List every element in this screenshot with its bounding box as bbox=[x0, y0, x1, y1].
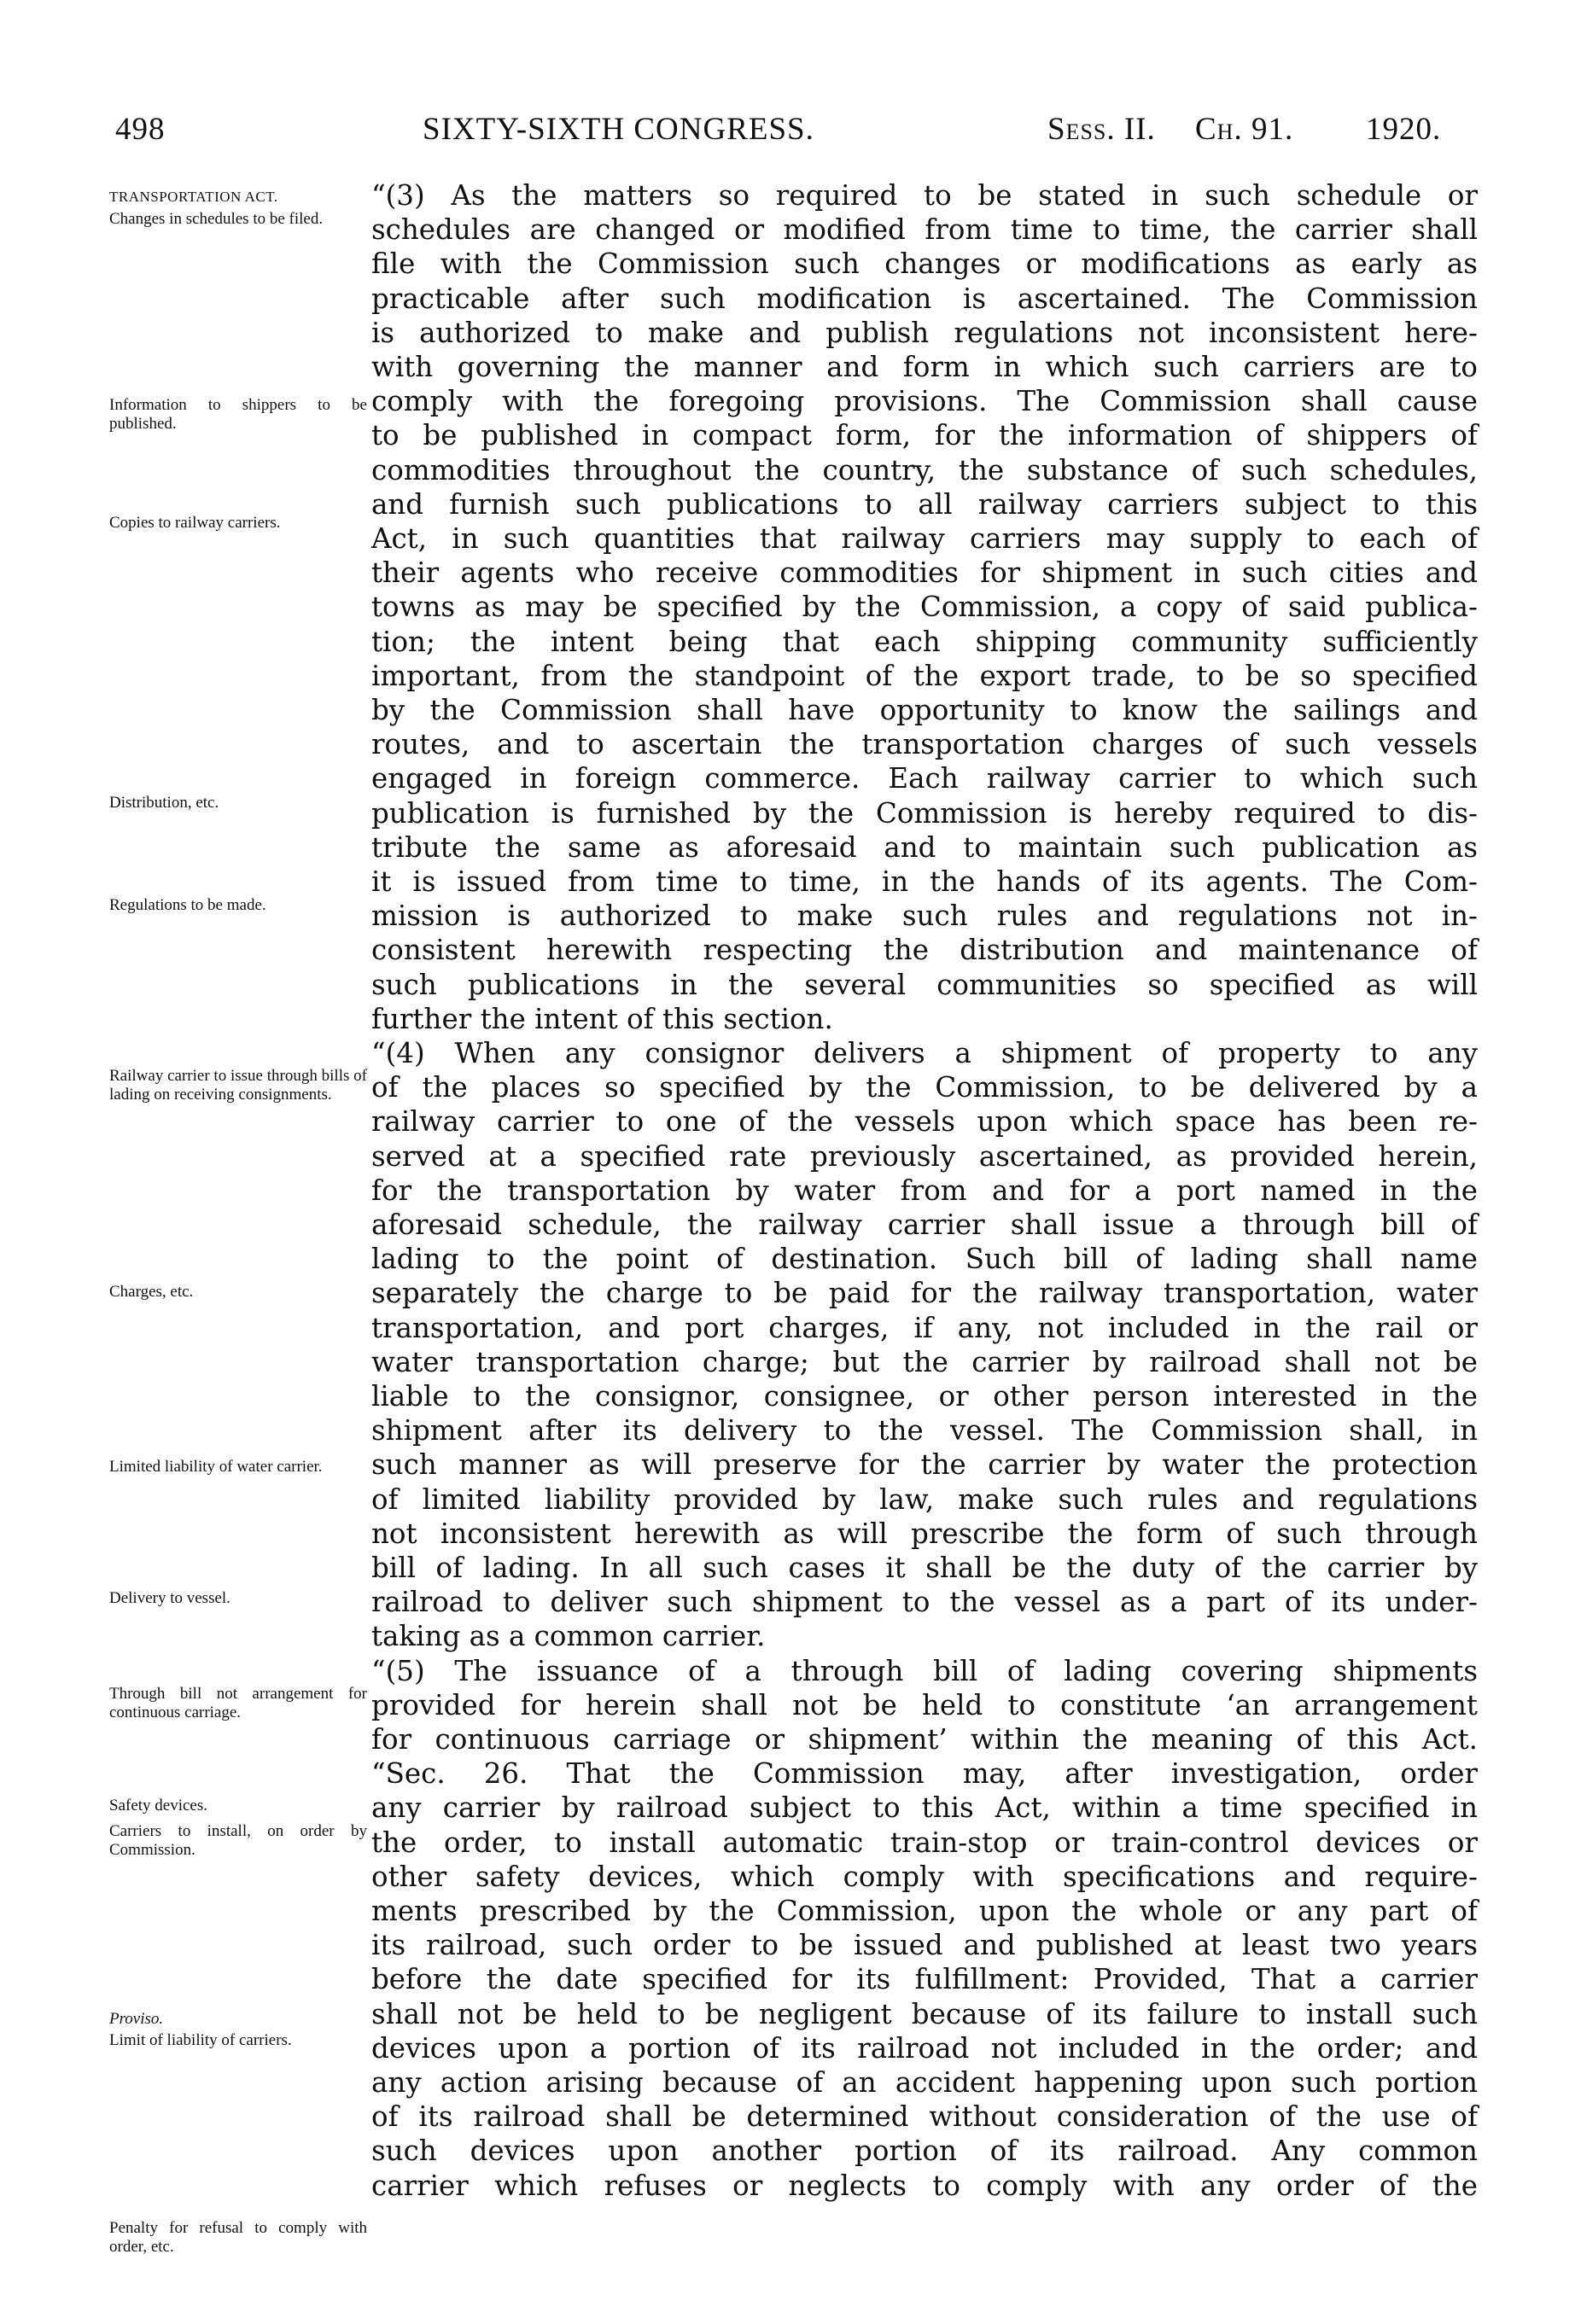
running-title: SIXTY-SIXTH CONGRESS. bbox=[423, 112, 814, 147]
text-line: separately the charge to be paid for the railway transportation, water bbox=[371, 1277, 1478, 1310]
text-line: practicable after such modification is ascertained. The Commission bbox=[371, 282, 1478, 315]
text-line: the order, to install automatic train-stop or train-control devices or bbox=[371, 1826, 1478, 1859]
margin-note: Penalty for refusal to comply with order, etc. bbox=[109, 2219, 367, 2256]
text-line: its railroad, such order to be issued and published at least two years bbox=[371, 1929, 1478, 1962]
text-line: taking as a common carrier. bbox=[371, 1620, 766, 1653]
text-line: is authorized to make and publish regulations not inconsistent here- bbox=[371, 316, 1478, 349]
text-line: aforesaid schedule, the railway carrier shall issue a through bill of bbox=[371, 1209, 1478, 1241]
text-line: further the intent of this section. bbox=[371, 1002, 833, 1035]
text-line: for the transportation by water from and for a port named in the bbox=[371, 1174, 1478, 1207]
text-line: “(5) The issuance of a through bill of lading covering shipments bbox=[371, 1654, 1478, 1687]
text-line: towns as may be specified by the Commission, a copy of said publica- bbox=[371, 591, 1478, 624]
page-header bbox=[115, 111, 1485, 162]
text-line: liable to the consignor, consignee, or other person interested in the bbox=[371, 1380, 1478, 1412]
text-line: railroad to deliver such shipment to the vessel as a part of its under- bbox=[371, 1586, 1478, 1619]
margin-note-proviso: Proviso. bbox=[109, 2010, 164, 2028]
text-line: tion; the intent being that each shipping community sufficiently bbox=[371, 625, 1478, 658]
margin-note-running-head: TRANSPORTATION ACT. bbox=[109, 189, 278, 205]
text-line: commodities throughout the country, the substance of such schedules, bbox=[371, 453, 1478, 486]
text-line: consistent herewith respecting the distribution and maintenance of bbox=[371, 934, 1478, 967]
margin-note: Copies to railway carriers. bbox=[109, 514, 281, 532]
text-line: such publications in the several communities so specified as will bbox=[371, 968, 1478, 1001]
text-line: it is issued from time to time, in the hands of its agents. The Com- bbox=[371, 865, 1478, 898]
text-line: with governing the manner and form in which such carriers are to bbox=[371, 351, 1478, 383]
text-line: for continuous carriage or shipment’ within the meaning of this Act. bbox=[371, 1723, 1478, 1756]
page-number: 498 bbox=[115, 112, 166, 147]
text-line: before the date specified for its fulfillment: Provided, That a carrier bbox=[371, 1963, 1478, 1996]
text-line: shall not be held to be negligent because of its failure to install such bbox=[371, 1997, 1478, 2030]
text-line: provided for herein shall not be held to constitute ‘an arrangement bbox=[371, 1688, 1478, 1721]
session-label: Sess. II. bbox=[1047, 112, 1156, 147]
text-line: schedules are changed or modified from time to time, the carrier shall bbox=[371, 213, 1478, 247]
text-line: not inconsistent herewith as will prescribe the form of such through bbox=[371, 1517, 1478, 1550]
text-line: routes, and to ascertain the transportation charges of such vessels bbox=[371, 728, 1478, 761]
year-label: 1920. bbox=[1366, 112, 1442, 147]
text-line: “(3) As the matters so required to be stated in such schedule or bbox=[371, 179, 1478, 212]
text-line: of limited liability provided by law, make such rules and regulations bbox=[371, 1482, 1478, 1516]
margin-note: Distribution, etc. bbox=[109, 794, 219, 812]
margin-note: Delivery to vessel. bbox=[109, 1589, 230, 1607]
text-line: mission is authorized to make such rules and regulations not in- bbox=[371, 900, 1478, 933]
text-line: and furnish such publications to all railway carriers subject to this bbox=[371, 487, 1478, 521]
text-line: of its railroad shall be determined without consideration of the use of bbox=[371, 2100, 1478, 2134]
text-line: water transportation charge; but the carrier by railroad shall not be bbox=[371, 1345, 1478, 1378]
text-line: engaged in foreign commerce. Each railway carrier to which such bbox=[371, 762, 1478, 795]
text-line: important, from the standpoint of the export trade, to be so specified bbox=[371, 659, 1478, 692]
chapter-label: Ch. 91. bbox=[1195, 112, 1294, 147]
text-line: file with the Commission such changes or modifications as early as bbox=[371, 248, 1478, 281]
margin-note: Changes in schedules to be filed. bbox=[109, 210, 324, 228]
text-line: lading to the point of destination. Such bill of lading shall name bbox=[371, 1243, 1478, 1276]
margin-note: Safety devices. bbox=[109, 1797, 208, 1814]
text-line: any action arising because of an accident happening upon such portion bbox=[371, 2066, 1478, 2099]
text-line: Act, in such quantities that railway carriers may supply to each of bbox=[371, 522, 1478, 555]
text-line: other safety devices, which comply with specifications and require- bbox=[371, 1860, 1478, 1893]
text-line: such devices upon another portion of its railroad. Any common bbox=[371, 2135, 1478, 2168]
text-line: to be published in compact form, for the information of shippers of bbox=[371, 419, 1478, 452]
text-line: of the places so specified by the Commission, to be delivered by a bbox=[371, 1071, 1478, 1104]
text-line: transportation, and port charges, if any, not included in the rail or bbox=[371, 1311, 1478, 1344]
text-line: ments prescribed by the Commission, upon the whole or any part of bbox=[371, 1895, 1478, 1927]
text-line: “(4) When any consignor delivers a shipment of property to any bbox=[371, 1037, 1478, 1069]
text-line: shipment after its delivery to the vessel. The Commission shall, in bbox=[371, 1414, 1478, 1447]
text-line: tribute the same as aforesaid and to maintain such publication as bbox=[371, 830, 1478, 864]
text-line: “Sec. 26. That the Commission may, after investigation, order bbox=[371, 1757, 1478, 1791]
text-line: carrier which refuses or neglects to comply with any order of the bbox=[371, 2169, 1478, 2202]
text-line: bill of lading. In all such cases it shall be the duty of the carrier by bbox=[371, 1552, 1478, 1584]
text-line: devices upon a portion of its railroad not included in the order; and bbox=[371, 2031, 1478, 2065]
text-line: their agents who receive commodities for shipment in such cities and bbox=[371, 556, 1478, 590]
text-line: any carrier by railroad subject to this Act, within a time specified in bbox=[371, 1791, 1478, 1825]
margin-note: Carriers to install, on order by Commission. bbox=[109, 1822, 367, 1859]
text-line: publication is furnished by the Commission is hereby required to dis- bbox=[371, 796, 1478, 830]
margin-note: Limit of liability of carriers. bbox=[109, 2031, 292, 2049]
margin-note: Charges, etc. bbox=[109, 1283, 194, 1301]
text-line: served at a specified rate previously ascertained, as provided herein, bbox=[371, 1139, 1478, 1173]
margin-note: Through bill not arrangement for continuous carriage. bbox=[109, 1685, 367, 1721]
margin-note: Limited liability of water carrier. bbox=[109, 1458, 323, 1476]
margin-note: Regulations to be made. bbox=[109, 896, 266, 914]
margin-note: Railway carrier to issue through bills of lading on receiving consignments. bbox=[109, 1067, 367, 1104]
margin-note: Information to shippers to be published. bbox=[109, 396, 367, 433]
text-line: railway carrier to one of the vessels upon which space has been re- bbox=[371, 1105, 1478, 1139]
text-line: by the Commission shall have opportunity to know the sailings and bbox=[371, 694, 1478, 726]
text-line: comply with the foregoing provisions. The Commission shall cause bbox=[371, 385, 1478, 418]
text-line: such manner as will preserve for the carrier by water the protection bbox=[371, 1448, 1478, 1482]
